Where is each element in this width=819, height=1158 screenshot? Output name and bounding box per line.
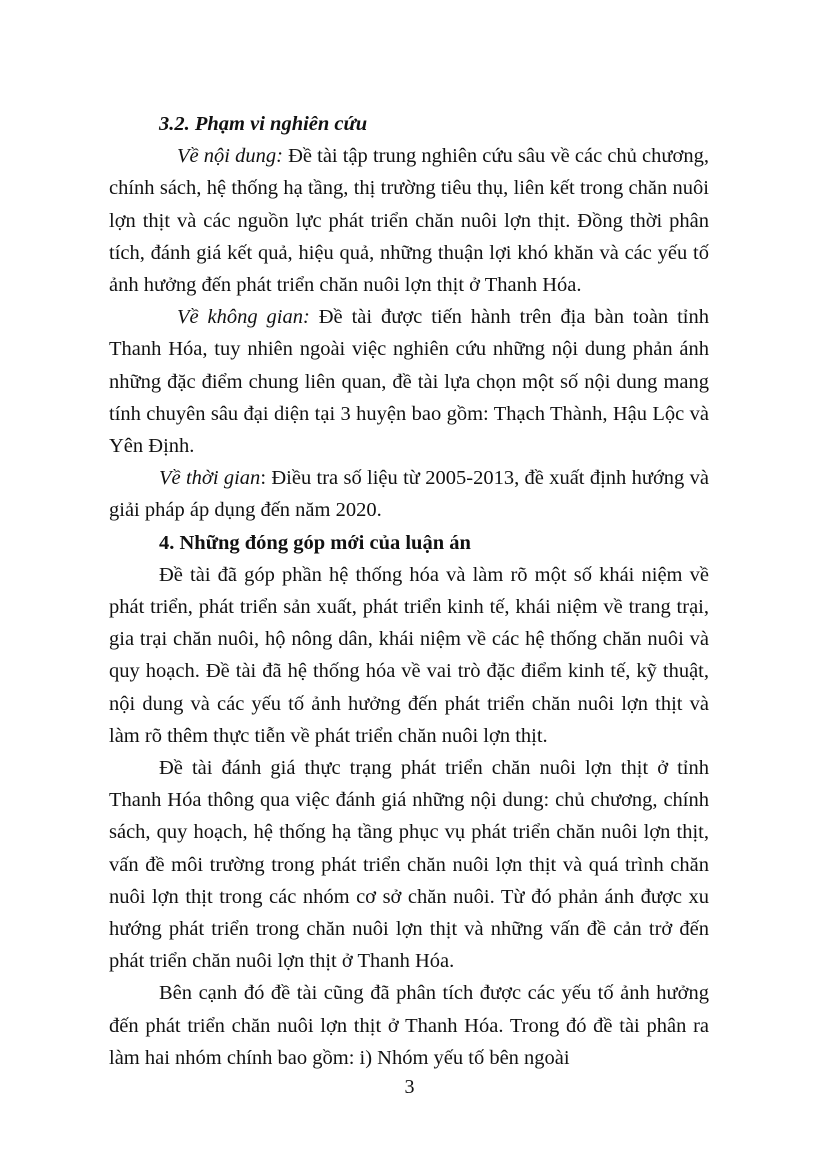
- text-space-scope: Đề tài được tiến hành trên địa bàn toàn tỉnh Thanh Hóa, tuy nhiên ngoài việc nghiên cứu những nội dung phản ánh những đặc điểm chung liên quan, đề tài lựa chọn một số nội dung mang tính chuyên sâu đại diện tại 3 huyện bao gồm: Thạch Thành, Hậu Lộc và Yên Định.: [109, 306, 709, 458]
- paragraph-contribution-1: Đề tài đã góp phần hệ thống hóa và làm rõ một số khái niệm về phát triển, phát triển sản xuất, phát triển kinh tế, khái niệm về trang trại, gia trại chăn nuôi, hộ nông dân, khái niệm về các hệ thống chăn nuôi và quy hoạch. Đề tài đã hệ thống hóa về vai trò đặc điểm kinh tế, kỹ thuật, nội dung và các yếu tố ảnh hưởng đến phát triển chăn nuôi lợn thịt và làm rõ thêm thực tiễn về phát triển chăn nuôi lợn thịt.: [109, 563, 709, 747]
- paragraph-scope-time: [109, 462, 709, 526]
- text-time-scope: : Điều tra số liệu từ 2005-2013, đề xuất định hướng và giải pháp áp dụng đến năm 2020.: [109, 467, 709, 522]
- page-number: 3: [404, 1076, 415, 1098]
- paragraph-scope-content: [109, 140, 709, 301]
- section-heading-contributions: 4. Những đóng góp mới của luận án: [159, 531, 471, 554]
- label-time-scope: Về thời gian: [159, 467, 261, 490]
- page-body: [109, 108, 709, 1074]
- section-heading-scope: 3.2. Phạm vi nghiên cứu: [159, 113, 368, 135]
- paragraph-scope-space: [109, 301, 709, 462]
- paragraph-contribution-2: Đề tài đánh giá thực trạng phát triển chăn nuôi lợn thịt ở tỉnh Thanh Hóa thông qua việc đánh giá những nội dung: chủ chương, chính sách, quy hoạch, hệ thống hạ tầng phục vụ phát triển chăn nuôi lợn thịt, vấn đề môi trường trong phát triển chăn nuôi lợn thịt và quá trình chăn nuôi lợn thịt trong các nhóm cơ sở chăn nuôi. Từ đó phản ánh được xu hướng phát triển trong chăn nuôi lợn thịt và những vấn đề cản trở đến phát triển chăn nuôi lợn thịt ở Thanh Hóa.: [109, 757, 709, 973]
- label-content-scope: Về nội dung:: [177, 145, 283, 168]
- label-space-scope: Về không gian:: [177, 306, 310, 329]
- paragraph-contribution-3: Bên cạnh đó đề tài cũng đã phân tích được các yếu tố ảnh hưởng đến phát triển chăn nuôi lợn thịt ở Thanh Hóa. Trong đó đề tài phân ra làm hai nhóm chính bao gồm: i) Nhóm yếu tố bên ngoài: [109, 982, 709, 1069]
- text-content-scope: Đề tài tập trung nghiên cứu sâu về các chủ chương, chính sách, hệ thống hạ tầng, thị trường tiêu thụ, liên kết trong chăn nuôi lợn thịt và các nguồn lực phát triển chăn nuôi lợn thịt. Đồng thời phân tích, đánh giá kết quả, hiệu quả, những thuận lợi khó khăn và các yếu tố ảnh hưởng đến phát triển chăn nuôi lợn thịt ở Thanh Hóa.: [109, 145, 709, 297]
